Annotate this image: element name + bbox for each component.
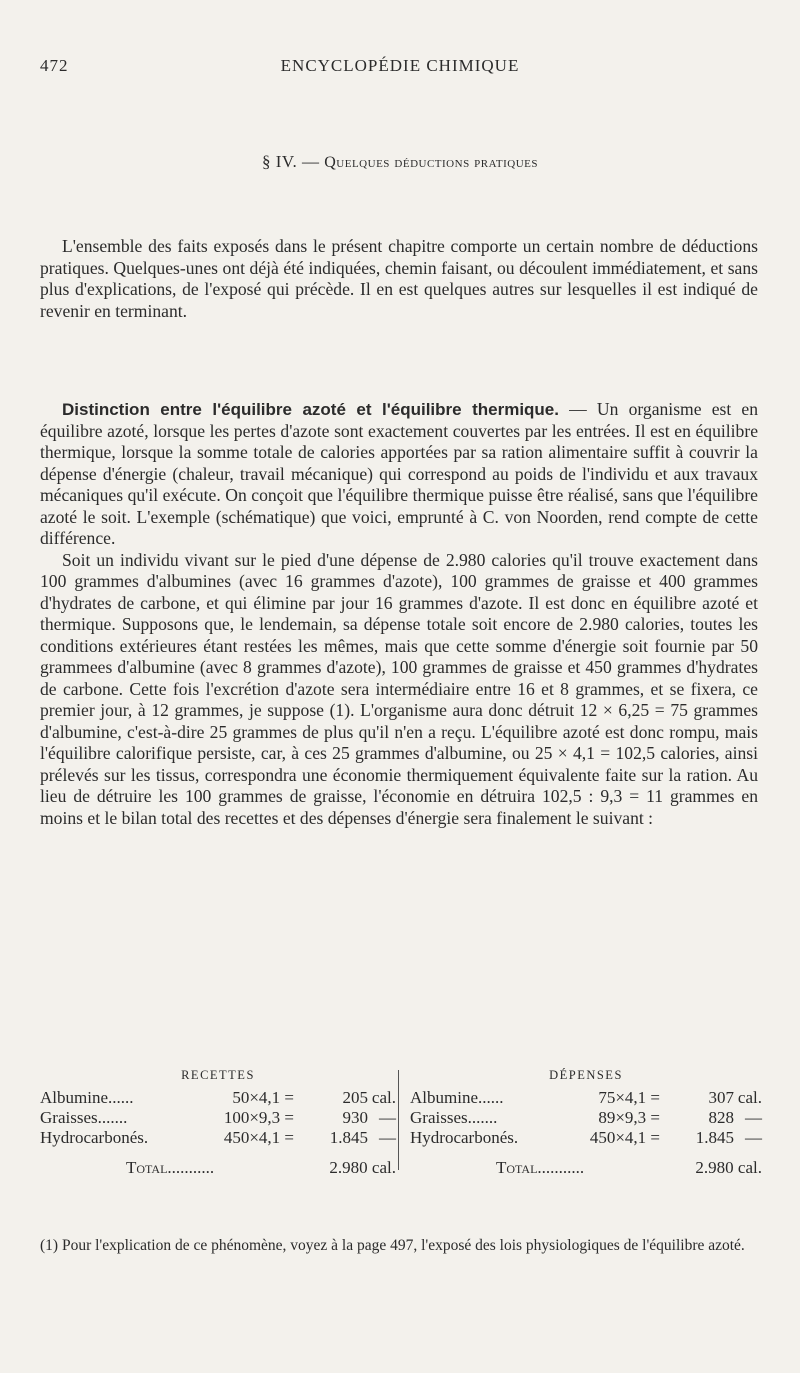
recettes-column [40, 1068, 396, 1178]
depenses-row-albumine: Albumine...... 75×4,1 = 307 cal. [410, 1088, 762, 1107]
running-title: ENCYCLOPÉDIE CHIMIQUE [280, 56, 520, 75]
recettes-total-row: Total........... 2.980 cal. [126, 1158, 396, 1177]
depenses-heading: DÉPENSES [549, 1068, 623, 1082]
page-header [40, 56, 760, 80]
recettes-row-hydrocarbones: Hydrocarbonés. 450×4,1 = 1.845 — [40, 1128, 396, 1147]
section-title [0, 152, 800, 172]
recettes-heading: RECETTES [181, 1068, 255, 1082]
recettes-row-graisses: Graisses....... 100×9,3 = 930 — [40, 1108, 396, 1127]
energy-balance-table [40, 1068, 762, 1177]
example-paragraph: Soit un individu vivant sur le pied d'une dépense de 2.980 calories qu'il trouve exactement dans 100 grammes d'albumines (avec 16 grammes d'azote), 100 grammes de graisse et 400 grammes d'hydrates de carbone, et qui élimine par jour 16 grammes d'azote. Il est donc en équilibre azoté et thermique. Supposons que, le lendemain, sa dépense totale soit encore de 2.980 calories, toutes les conditions extérieures étant restées les mêmes, mais que cette somme d'énergie soit fournie par 50 grammees d'albumine (avec 8 grammes d'azote), 100 grammes de graisse et 450 grammes d'hydrates de carbone. Cette fois l'excrétion d'azote sera intermédiaire entre 16 et 8 grammes, et se fixera, ce premier jour, à 12 grammes, je suppose (1). L'organisme aura donc détruit 12 × 6,25 = 75 grammes d'albumine, c'est-à-dire 25 grammes de plus qu'il n'en a reçu. L'équilibre azoté est donc rompu, mais l'équilibre calorifique persiste, car, à ces 25 grammes d'albumine, ou 25 × 4,1 = 102,5 calories, ainsi prélevés sur les tissus, correspondra une économie thermiquement équivalente faite sur la ration. Au lieu de détruire les 100 grammes de graisse, l'économie en détruira 102,5 : 9,3 = 11 grammes en moins et le bilan total des recettes et des dépenses d'énergie sera finalement le suivant : [40, 549, 758, 828]
depenses-total-row: Total........... 2.980 cal. [496, 1158, 762, 1177]
distinction-text: — Un organisme est en équilibre azoté, lorsque les pertes d'azote sont exactement couvertes par les entrées. Il est en équilibre thermique, lorsque la somme totale de calories apportées par sa ration alimentaire suffit à couvrir la dépense d'énergie (chaleur, travail mécanique) qui correspond au poids de l'individu et aux travaux mécaniques qu'il exécute. On conçoit que l'équilibre thermique puisse être réalisé, sans que l'équilibre azoté le soit. L'exemple (schématique) que voici, emprunté à C. von Noorden, rend compte de cette différence. [40, 399, 759, 548]
distinction-paragraph [40, 399, 758, 550]
section-number: § IV. — [262, 152, 320, 171]
depenses-column [410, 1068, 762, 1178]
depenses-row-hydrocarbones: Hydrocarbonés. 450×4,1 = 1.845 — [410, 1128, 762, 1147]
page-number: 472 [40, 56, 69, 75]
run-in-heading: Distinction entre l'équilibre azoté et l'équilibre thermique. [62, 400, 559, 419]
footnote: (1) Pour l'explication de ce phénomène, voyez à la page 497, l'exposé des lois physiologiques de l'équilibre azoté. [40, 1237, 745, 1254]
column-divider [398, 1070, 399, 1170]
section-title-text: Quelques déductions pratiques [324, 154, 538, 171]
depenses-row-graisses: Graisses....... 89×9,3 = 828 — [410, 1108, 762, 1127]
intro-paragraph: L'ensemble des faits exposés dans le présent chapitre comporte un certain nombre de déductions pratiques. Quelques-unes ont déjà été indiquées, chemin faisant, ou découlent immédiatement, et sans plus d'explications, de l'exposé qui précède. Il en est quelques autres sur lesquelles il est indiqué de revenir en terminant. [40, 236, 758, 321]
intro-block [40, 236, 758, 322]
recettes-row-albumine: Albumine...... 50×4,1 = 205 cal. [40, 1088, 396, 1107]
distinction-block [40, 399, 758, 829]
